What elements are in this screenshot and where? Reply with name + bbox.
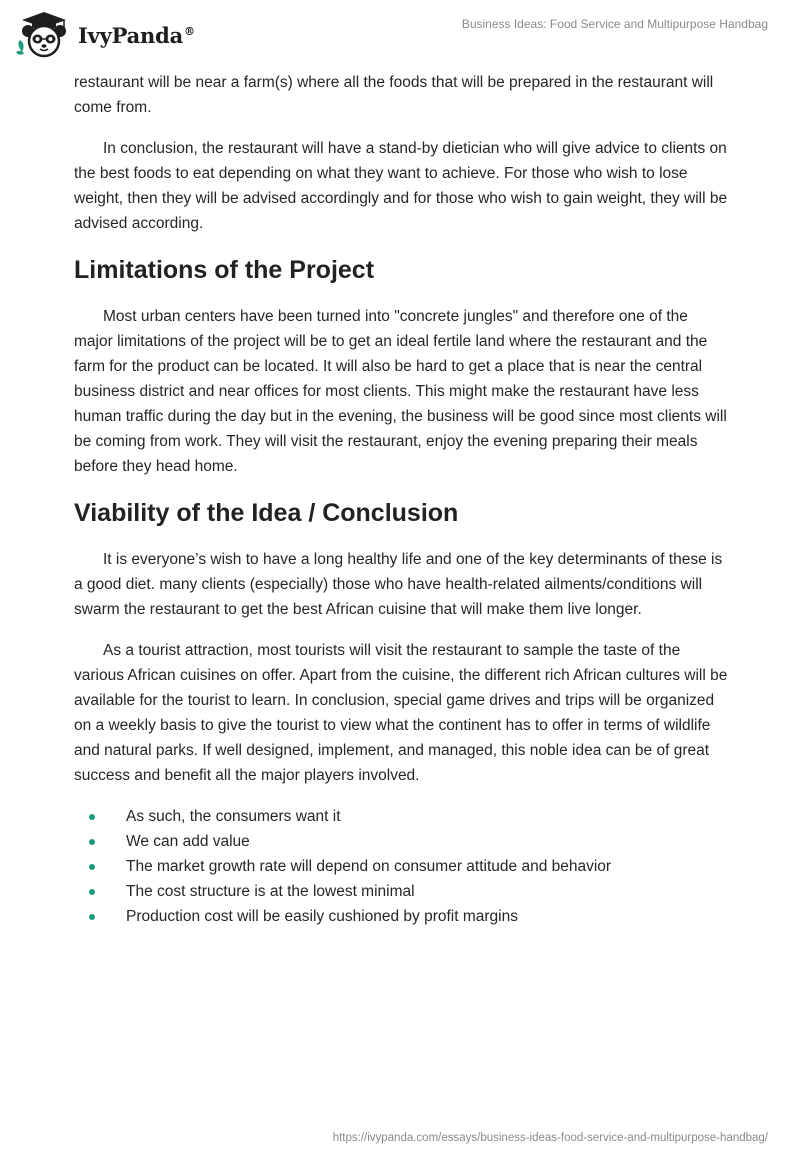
- bullet-icon: [89, 864, 95, 870]
- list-item: [74, 804, 728, 829]
- paragraph-intro-conclusion: In conclusion, the restaurant will have a stand-by dietician who will give advice to clients on the best foods to eat depending on what they want to achieve. For those who wish to lose weight, then they will be advised accordingly and for those who wish to gain weight, they will be advised according.: [74, 140, 728, 232]
- page-header: [0, 0, 800, 70]
- list-item-text: We can add value: [126, 833, 250, 850]
- list-item: [74, 879, 728, 904]
- paragraph-limitations: Most urban centers have been turned into "concrete jungles" and therefore one of the major limitations of the project will be to get an ideal fertile land where the restaurant and the farm for the product can be located. It will also be hard to get a place that is near the central business district and near offices for most clients. This might make the restaurant have less human traffic during the day but in the evening, the business will be good since most clients will be coming from work. They will visit the restaurant, enjoy the evening preparing their meals before they head home.: [74, 308, 727, 475]
- paragraph-intro-continuation: restaurant will be near a farm(s) where all the foods that will be prepared in the restaurant will come from.: [74, 74, 714, 116]
- registered-mark: ®: [184, 24, 195, 38]
- list-item-text: The cost structure is at the lowest minimal: [126, 883, 415, 900]
- list-item-text: As such, the consumers want it: [126, 808, 341, 825]
- heading-viability: Viability of the Idea / Conclusion: [74, 499, 459, 527]
- document-title: Business Ideas: Food Service and Multipurpose Handbag: [461, 17, 768, 31]
- list-item: [74, 854, 728, 879]
- list-item: [74, 829, 728, 854]
- paragraph-viability-2: As a tourist attraction, most tourists will visit the restaurant to sample the taste of the various African cuisines on offer. Apart from the cuisine, the different rich African cultures will be available for the tourist to learn. In conclusion, special game drives and trips will be organized on a weekly basis to give the tourist to view what the continent has to offer in terms of wildlife and natural parks. If well designed, implement, and managed, this noble idea can be of great success and benefit all the major players involved.: [74, 642, 728, 784]
- list-item-text: Production cost will be easily cushioned by profit margins: [126, 908, 518, 925]
- logo-wordmark: IvyPanda®: [78, 22, 195, 48]
- paragraph-viability-1: It is everyone’s wish to have a long healthy life and one of the key determinants of these is a good diet. many clients (especially) those who have health-related ailments/conditions will swarm the restaurant to get the best African cuisine that will make them live longer.: [74, 551, 723, 618]
- bullet-icon: [89, 914, 95, 920]
- bullet-icon: [89, 814, 95, 820]
- list-item-text: The market growth rate will depend on consumer attitude and behavior: [126, 858, 612, 875]
- list-item: [74, 904, 728, 929]
- bullet-icon: [89, 839, 95, 845]
- panda-graduate-icon: [14, 10, 74, 60]
- bullet-icon: [89, 889, 95, 895]
- heading-limitations: Limitations of the Project: [74, 256, 375, 284]
- viability-bullet-list: [74, 804, 728, 929]
- source-url-link[interactable]: https://ivypanda.com/essays/business-ideas-food-service-and-multipurpose-handbag/: [332, 1132, 768, 1144]
- ivypanda-logo[interactable]: [14, 10, 195, 60]
- article-body: [74, 70, 728, 929]
